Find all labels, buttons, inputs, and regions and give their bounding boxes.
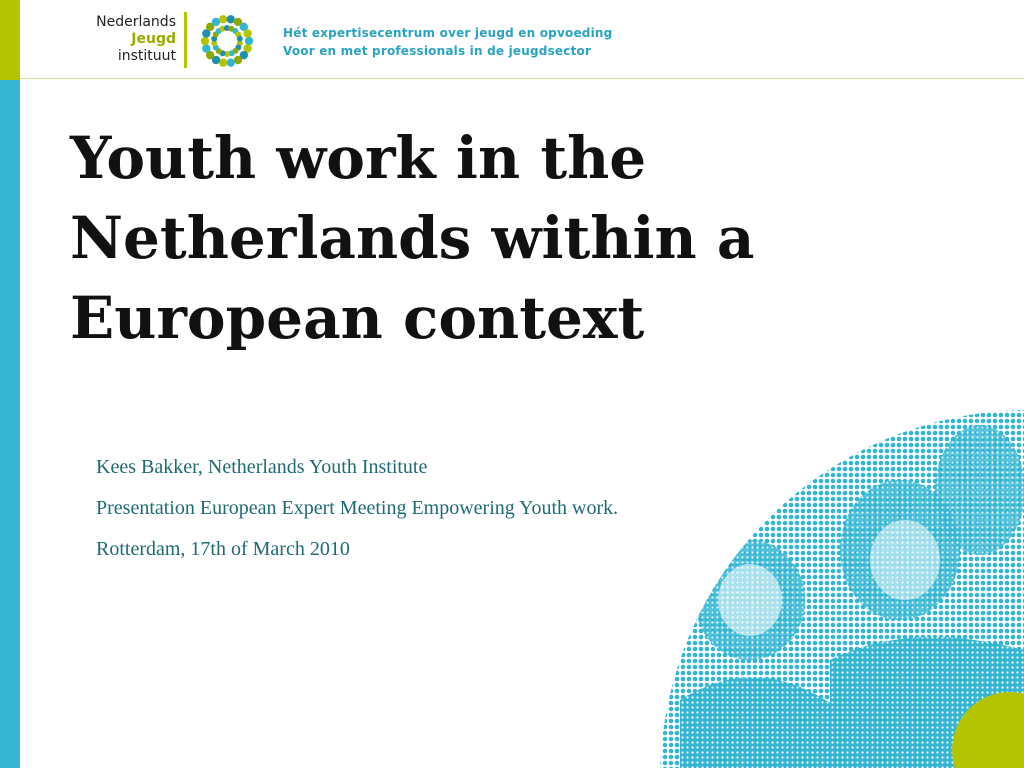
logo-wordmark [96, 14, 176, 65]
title-line-1: Youth work in the [70, 124, 647, 192]
tagline [283, 24, 612, 60]
left-accent-bar-green [0, 0, 20, 80]
tagline-line-1: Hét expertisecentrum over jeugd en opvoeding [283, 26, 613, 40]
logo-line-2: Jeugd [131, 31, 176, 47]
logo-divider [184, 12, 187, 68]
header-divider [20, 78, 1024, 79]
logo-line-3: instituut [117, 48, 176, 64]
slide-title [70, 118, 830, 358]
left-accent-bar-blue [0, 80, 20, 768]
subtitle-block [96, 456, 618, 579]
title-line-3: European context [70, 284, 645, 352]
subtitle-event: Presentation European Expert Meeting Empowering Youth work. [96, 497, 619, 519]
subtitle-author: Kees Bakker, Netherlands Youth Institute [96, 456, 428, 478]
logo-line-1: Nederlands [96, 14, 176, 30]
logo-wreath-icon [196, 10, 258, 72]
halftone-photo-image [650, 400, 1024, 768]
title-line-2: Netherlands within a [70, 204, 755, 272]
tagline-line-2: Voor en met professionals in de jeugdsector [283, 44, 592, 58]
subtitle-date: Rotterdam, 17th of March 2010 [96, 538, 350, 560]
